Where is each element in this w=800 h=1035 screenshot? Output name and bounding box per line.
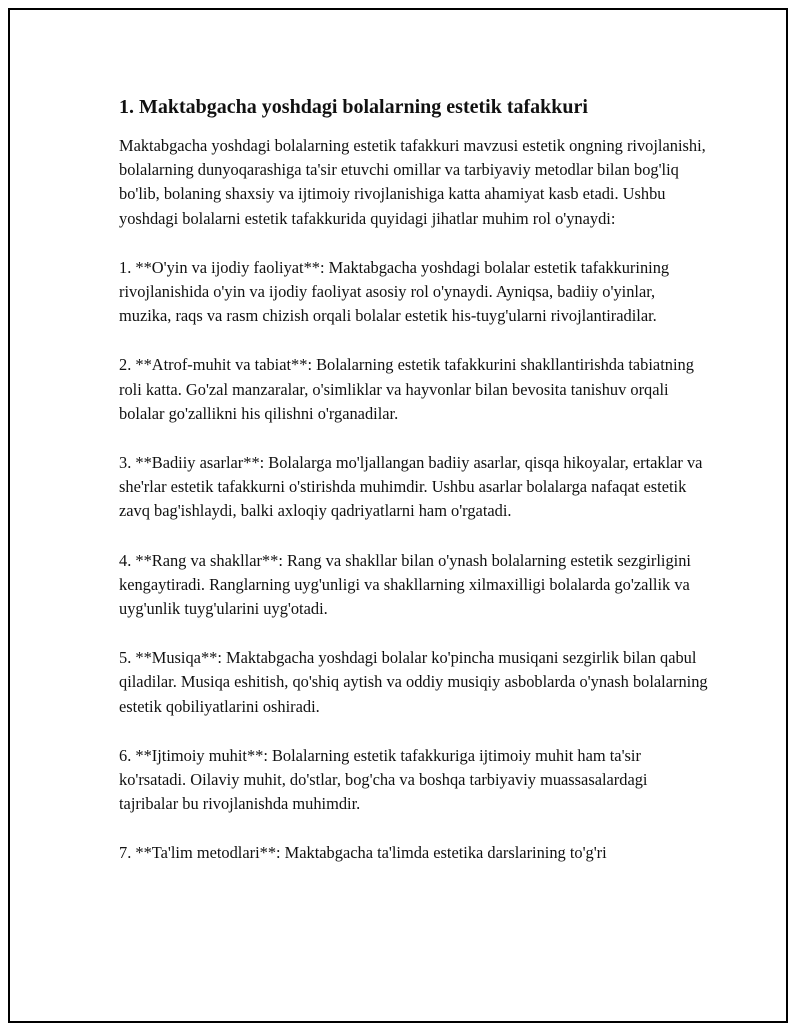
list-item-teaching-methods: 7. **Ta'lim metodlari**: Maktabgacha ta'limda estetika darslarining to'g'ri: [119, 843, 607, 863]
document-page: [8, 8, 788, 1023]
list-item-literary-works: 3. **Badiiy asarlar**: Bolalarga mo'ljallangan badiiy asarlar, qisqa hikoyalar, ertaklar va she'rlar estetik tafakkurni o'stirishda muhimdir. Ushbu asarlar bolalarga nafaqat estetik zavq bag'ishlaydi, balki axloqiy qadriyatlarni ham o'rgatadi.: [119, 453, 703, 521]
intro-paragraph: Maktabgacha yoshdagi bolalarning estetik tafakkuri mavzusi estetik ongning rivojlanishi, bolalarning dunyoqarashiga ta'sir etuvchi omillar va tarbiyaviy metodlar bilan bog'liq bo'lib, bolaning shaxsiy va ijtimoiy rivojlanishiga katta ahamiyat kasb etadi. Ushbu yoshdagi bolalarni estetik tafakkurida quyidagi jihatlar muhim rol o'ynaydi:: [119, 136, 706, 228]
list-item-environment-nature: 2. **Atrof-muhit va tabiat**: Bolalarning estetik tafakkurini shakllantirishda tabiatning roli katta. Go'zal manzaralar, o'simliklar va hayvonlar bilan bevosita tanishuv orqali bolalar go'zallikni his qilishni o'rganadilar.: [119, 355, 694, 423]
document-body: [119, 94, 709, 891]
list-item-colors-shapes: 4. **Rang va shakllar**: Rang va shakllar bilan o'ynash bolalarning estetik sezgirligini kengaytiradi. Ranglarning uyg'unligi va shakllarning xilmaxilligi bolalarda go'zallik va uyg'unlik tuyg'ularini uyg'otadi.: [119, 550, 691, 619]
section-heading: 1. Maktabgacha yoshdagi bolalarning estetik tafakkuri: [119, 96, 588, 118]
list-item-social-environment: 6. **Ijtimoiy muhit**: Bolalarning estetik tafakkuriga ijtimoiy muhit ham ta'sir ko'rsatadi. Oilaviy muhit, do'stlar, bog'cha va boshqa tarbiyaviy muassasalardagi tajribalar bu rivojlanishda muhimdir.: [119, 745, 648, 814]
list-item-play-creativity: 1. **O'yin va ijodiy faoliyat**: Maktabgacha yoshdagi bolalar estetik tafakkurining rivojlanishida o'yin va ijodiy faoliyat asosiy rol o'ynaydi. Ayniqsa, badiiy o'yinlar, muzika, raqs va rasm chizish orqali bolalar estetik his-tuyg'ularni rivojlantiradilar.: [119, 257, 670, 326]
list-item-music: 5. **Musiqa**: Maktabgacha yoshdagi bolalar ko'pincha musiqani sezgirlik bilan qabul qiladilar. Musiqa eshitish, qo'shiq aytish va oddiy musiqiy asboblarda o'ynash bolalarning estetik qobiliyatlarini oshiradi.: [119, 648, 708, 716]
